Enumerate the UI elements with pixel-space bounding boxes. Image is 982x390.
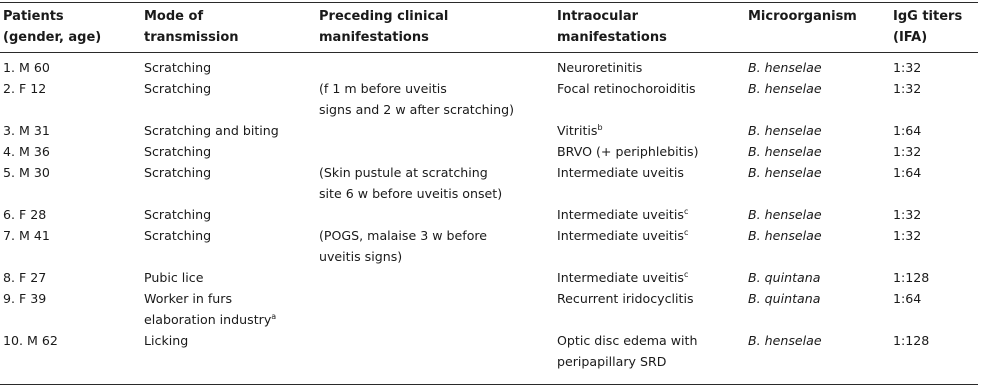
cell-patient: 10. M 62	[3, 333, 58, 348]
cell-igg-titer: 1:32	[893, 60, 922, 75]
cell-mode-line: Worker in furs	[144, 291, 233, 306]
header-line: Mode of	[144, 9, 204, 24]
cell-intraocular-line: peripapillary SRD	[557, 354, 667, 369]
cell-intraocular-line: Recurrent iridocyclitis	[557, 291, 694, 306]
header-preceding	[319, 6, 448, 48]
header-line: transmission	[144, 30, 239, 45]
header-line: IgG titers	[893, 9, 963, 24]
cell-mode	[144, 141, 211, 162]
cell-intraocular	[557, 120, 603, 141]
cell-igg-titer: 1:128	[893, 270, 930, 285]
cell-igg-titer: 1:64	[893, 123, 922, 138]
cell-microorganism: B. henselae	[748, 144, 822, 159]
cell-intraocular-line: Neuroretinitis	[557, 60, 643, 75]
cell-intraocular	[557, 330, 697, 372]
cell-igg-titer: 1:32	[893, 228, 922, 243]
cell-igg-titer: 1:32	[893, 81, 922, 96]
cell-mode-line: Scratching	[144, 165, 212, 180]
cell-mode-line: Scratching	[144, 144, 212, 159]
cell-intraocular	[557, 225, 688, 246]
cell-igg-titer: 1:32	[893, 144, 922, 159]
cell-preceding-line: (f 1 m before uveitis	[319, 81, 447, 96]
cell-preceding	[319, 162, 502, 204]
cell-intraocular-line: Intermediate uveitis$^c$	[557, 206, 689, 222]
cell-intraocular-line: Focal retinochoroiditis	[557, 81, 696, 96]
cell-igg-titer: 1:128	[893, 333, 930, 348]
header-intraocular	[557, 6, 667, 48]
cell-mode	[144, 267, 203, 288]
cell-igg-titer: 1:32	[893, 207, 922, 222]
header-igg	[893, 6, 962, 48]
header-line: manifestations	[557, 30, 667, 45]
cell-mode-line: Scratching and biting	[144, 123, 279, 138]
cell-intraocular	[557, 267, 688, 288]
cell-intraocular	[557, 57, 642, 78]
cell-intraocular-line: Intermediate uveitis$^c$	[557, 269, 689, 285]
cell-microorganism: B. henselae	[748, 333, 822, 348]
cell-mode-line: Scratching	[144, 228, 212, 243]
cell-microorganism: B. henselae	[748, 81, 822, 96]
cell-intraocular-line: Intermediate uveitis	[557, 165, 684, 180]
footnote-marker: c	[683, 227, 689, 237]
header-line: Intraocular	[557, 9, 639, 24]
footnote-marker: b	[597, 122, 603, 132]
cell-intraocular-line: BRVO (+ periphlebitis)	[557, 144, 699, 159]
cell-patient: 8. F 27	[3, 270, 47, 285]
header-line: Patients	[3, 9, 64, 24]
cell-mode	[144, 225, 211, 246]
table-header-rule	[0, 52, 978, 53]
cell-intraocular-line: Intermediate uveitis$^c$	[557, 227, 689, 243]
cell-preceding	[319, 78, 514, 120]
header-patients	[3, 6, 101, 48]
header-line: (IFA)	[893, 30, 928, 45]
cell-mode	[144, 162, 211, 183]
cell-mode	[144, 57, 211, 78]
cell-microorganism: B. henselae	[748, 165, 822, 180]
cell-microorganism: B. henselae	[748, 60, 822, 75]
cell-patient: 9. F 39	[3, 291, 47, 306]
header-mode	[144, 6, 239, 48]
cell-preceding-line: site 6 w before uveitis onset)	[319, 186, 503, 201]
cell-intraocular-line: Optic disc edema with	[557, 333, 698, 348]
footnote-marker: a	[271, 311, 277, 321]
cell-patient: 2. F 12	[3, 81, 47, 96]
cell-patient: 7. M 41	[3, 228, 50, 243]
cell-patient: 1. M 60	[3, 60, 50, 75]
footnote-marker: c	[683, 269, 689, 279]
cell-preceding-line: (POGS, malaise 3 w before	[319, 228, 488, 243]
cell-mode-line: Pubic lice	[144, 270, 204, 285]
cell-mode-line: Scratching	[144, 60, 212, 75]
header-microorganism	[748, 6, 857, 27]
cell-preceding-line: uveitis signs)	[319, 249, 403, 264]
cell-microorganism: B. henselae	[748, 228, 822, 243]
cell-mode	[144, 78, 211, 99]
header-line: (gender, age)	[3, 30, 102, 45]
cell-igg-titer: 1:64	[893, 165, 922, 180]
cell-mode	[144, 204, 211, 225]
cell-intraocular-line: Vitritis$^b$	[557, 122, 603, 138]
cell-microorganism: B. henselae	[748, 207, 822, 222]
cell-mode	[144, 330, 188, 351]
cell-preceding-line: (Skin pustule at scratching	[319, 165, 488, 180]
cell-intraocular	[557, 78, 696, 99]
cell-patient: 6. F 28	[3, 207, 47, 222]
cell-mode	[144, 288, 276, 330]
cell-mode-line: Scratching	[144, 81, 212, 96]
footnote-marker: c	[683, 206, 689, 216]
cell-patient: 3. M 31	[3, 123, 50, 138]
cell-mode-line: elaboration industry$^a$	[144, 311, 277, 327]
cell-intraocular	[557, 288, 694, 309]
cell-microorganism: B. henselae	[748, 123, 822, 138]
header-line: manifestations	[319, 30, 429, 45]
cell-igg-titer: 1:64	[893, 291, 922, 306]
cell-microorganism: B. quintana	[748, 291, 821, 306]
cell-intraocular	[557, 162, 684, 183]
cell-patient: 4. M 36	[3, 144, 50, 159]
cell-mode-line: Licking	[144, 333, 189, 348]
header-line: Microorganism	[748, 9, 857, 24]
cell-preceding-line: signs and 2 w after scratching)	[319, 102, 515, 117]
cell-microorganism: B. quintana	[748, 270, 821, 285]
header-line: Preceding clinical	[319, 9, 449, 24]
cell-intraocular	[557, 204, 688, 225]
cell-patient: 5. M 30	[3, 165, 50, 180]
table-bottom-rule	[0, 384, 978, 385]
table-top-rule	[0, 2, 978, 3]
cell-preceding	[319, 225, 487, 267]
cell-mode-line: Scratching	[144, 207, 212, 222]
cell-mode	[144, 120, 279, 141]
cell-intraocular	[557, 141, 699, 162]
